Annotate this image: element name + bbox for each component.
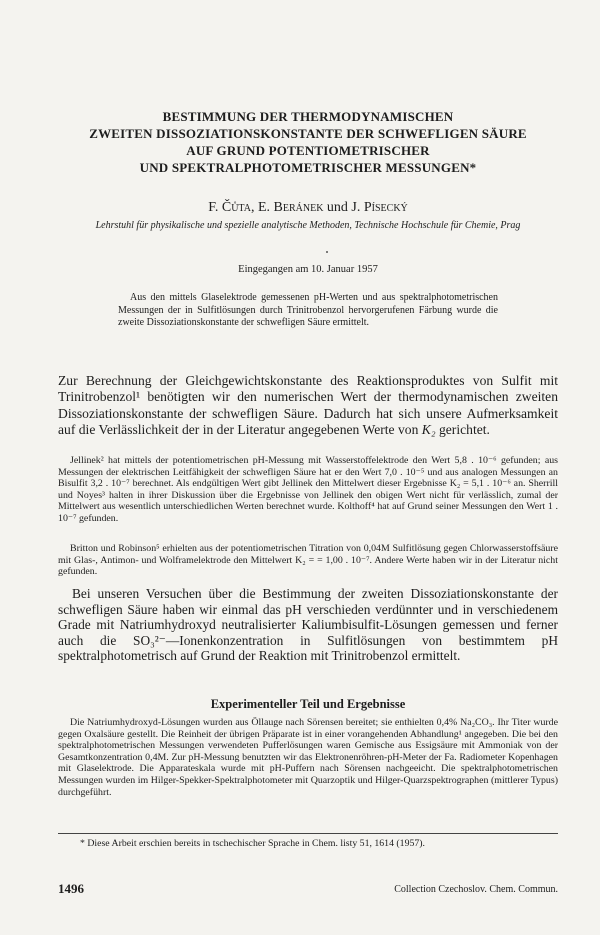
- footnote: * Diese Arbeit erschien bereits in tschechischer Sprache in Chem. listy 51, 1614 (1957).: [80, 838, 425, 849]
- decorative-dot: [326, 251, 328, 253]
- title-line: ZWEITEN DISSOZIATIONSKONSTANTE DER SCHWEFLIGEN SÄURE: [89, 126, 527, 141]
- author-separator: und: [323, 200, 352, 215]
- title-line: BESTIMMUNG DER THERMODYNAMISCHEN: [162, 109, 454, 124]
- k2-symbol: K₂: [421, 421, 436, 437]
- paragraph-text: Britton und Robinson⁵ erhielten aus der potentiometrischen Titration von 0,04M Sulfitlösung gegen Chlorwasserstoffsäure mit Glas-, Antimon- und Wolframelektrode den Mittelwert K₂ = = 1,00 . 10⁻⁷. Andere Werte haben wir in der Literatur nicht gefunden.: [58, 543, 558, 578]
- lead-paragraph: [58, 373, 558, 438]
- author-list: [58, 200, 558, 216]
- paragraph-text: Jellinek² hat mittels der potentiometrischen pH-Messung mit Wasserstoffelektrode den Wert 5,8 . 10⁻⁶ gefunden; aus Messungen der elektrischen Leitfähigkeit der schwefligen Säure hat er den Wert 7,0 . 10⁻⁵ und aus analogen Messungen an Bisulfit 3,2 . 10⁻⁷ berechnet. Als endgültigen Wert gibt Jellinek den Mittelwert dieser Ergebnisse K₂ = 5,1 . 10⁻⁶ an. Sherrill und Noyes³ halten in ihrer Diskussion über die Ergebnisse von Jellinek den obigen Wert nicht für verlässlich, zumal der Mittelwert aus wesentlich unterschiedlichen Werten berechnet wurde. Kolthoff⁴ hat auf Grund seiner Messungen den Wert 1 . 10⁻⁷ gefunden.: [58, 455, 558, 524]
- author-separator: ,: [250, 200, 258, 215]
- author-name: F. Čůta: [208, 200, 251, 215]
- experimental-paragraph: [58, 717, 558, 798]
- literature-paragraph-2: [58, 543, 558, 578]
- author-name: J. Písecký: [351, 200, 408, 215]
- received-date: Eingegangen am 10. Januar 1957: [238, 264, 378, 275]
- body-paragraph: Bei unseren Versuchen über die Bestimmung der zweiten Dissoziationskonstante der schwefligen Säure haben wir einmal das pH verschieden verdünnter und in verschiedenem Grade mit Natriumhydroxyd neutralisierter Kaliumbisulfit-Lösungen gemessen und ferner auch die SO₃²⁻—Ionenkonzentration in Sulfitlösungen von bestimmtem pH spektralphotometrisch auf Grund der Reaktion mit Trinitrobenzol ermittelt.: [58, 586, 558, 664]
- lead-tail: gerichtet.: [435, 421, 490, 437]
- paragraph-text: Die Natriumhydroxyd-Lösungen wurden aus Öllauge nach Sörensen bereitet; sie enthielten 0,4% Na₂CO₃. Ihr Titer wurde gegen Oxalsäure gestellt. Die Reinheit der übrigen Präparate ist in einer vorangehenden Abhandlung¹ angegeben. Die bei den spektralphotometrischen Messungen verwendeten Pufferlösungen waren Gemische aus Essigsäure mit Ammoniak von der Gesamtkonzentration 0,4M. Zur pH-Messung benutzten wir das Elektronenröhren-pH-Meter der Fa. Radiometer Kopenhagen mit Glaselektrode. Die Apparateskala wurde mit pH-Puffern nach Sörensen nachgeeicht. Die spektralphotometrischen Messungen wurden im Hilger-Spekker-Spektralphotometer mit Quarzoptik und Hilger-Quarzspektrographen (mittlerer Typus) durchgeführt.: [58, 717, 558, 798]
- page-number: 1496: [58, 881, 84, 896]
- title-line: AUF GRUND POTENTIOMETRISCHER: [186, 143, 430, 158]
- literature-paragraph-1: [58, 455, 558, 525]
- footnote-divider: [58, 833, 558, 834]
- paper-title: [58, 108, 558, 176]
- abstract: Aus den mittels Glaselektrode gemessenen pH-Werten und aus spektralphotometrischen Messungen der in Sulfitlösungen durch Trinitrobenzol hervorgerufenen Färbung wurde die zweite Dissoziationskonstante der schwefligen Säure ermittelt.: [118, 292, 498, 328]
- journal-name: Collection Czechoslov. Chem. Commun.: [394, 884, 558, 895]
- author-name: E. Beránek: [257, 200, 324, 215]
- title-line: UND SPEKTRALPHOTOMETRISCHER MESSUNGEN*: [139, 160, 477, 175]
- section-heading: Experimenteller Teil und Ergebnisse: [210, 697, 406, 711]
- affiliation: Lehrstuhl für physikalische und spezielle analytische Methoden, Technische Hochschule für Chemie, Prag: [95, 220, 521, 231]
- lead-text: Zur Berechnung der Gleichgewichtskonstante des Reaktionsproduktes von Sulfit mit Trinitrobenzol¹ benötigten wir den numerischen Wert der thermodynamischen zweiten Dissoziationskonstante der schwefligen Säure. Dadurch hat sich unsere Aufmerksamkeit auf die Verlässlichkeit der in der Literatur angegebenen Werte von: [58, 373, 558, 437]
